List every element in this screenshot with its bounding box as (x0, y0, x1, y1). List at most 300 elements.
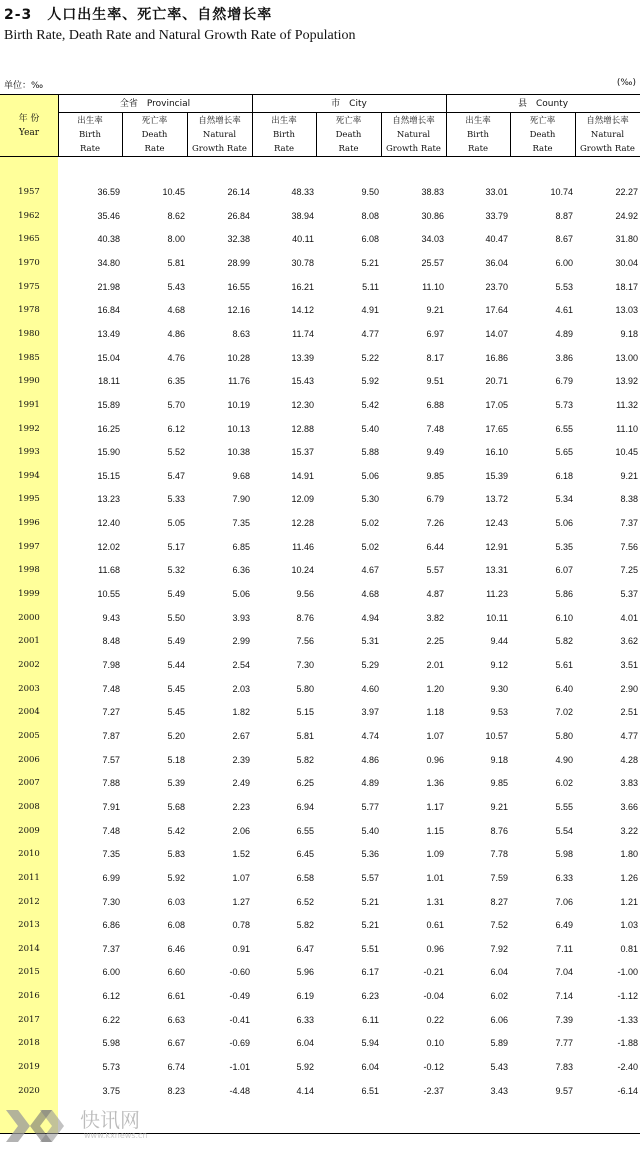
value-cell: 6.12 (102, 991, 120, 1002)
value-cell: 6.12 (167, 423, 185, 434)
value-cell: 17.05 (485, 399, 508, 410)
value-cell: 7.04 (555, 967, 573, 978)
value-cell: 7.14 (555, 991, 573, 1002)
value-cell: 26.84 (227, 210, 250, 221)
value-cell: 8.48 (102, 636, 120, 647)
value-cell: 5.21 (361, 920, 379, 931)
value-cell: 5.35 (555, 541, 573, 552)
value-cell: 7.35 (102, 849, 120, 860)
value-cell: 9.85 (426, 470, 444, 481)
value-cell: 6.03 (167, 896, 185, 907)
value-cell: 4.86 (167, 328, 185, 339)
value-cell: 5.52 (167, 447, 185, 458)
value-cell: -1.01 (229, 1062, 250, 1073)
value-cell: 6.00 (102, 967, 120, 978)
value-cell: 33.79 (485, 210, 508, 221)
value-cell: 5.77 (361, 801, 379, 812)
header-bottom-rule (0, 156, 640, 157)
value-cell: 2.49 (232, 778, 250, 789)
value-cell: 4.14 (296, 1085, 314, 1096)
column-header-line: 出生率 (465, 116, 491, 126)
value-cell: 5.92 (361, 376, 379, 387)
value-cell: 13.72 (485, 494, 508, 505)
value-cell: -0.04 (423, 991, 444, 1002)
value-cell: 20.71 (485, 376, 508, 387)
value-cell: 13.23 (97, 494, 120, 505)
value-cell: 33.01 (485, 187, 508, 197)
table-row (0, 843, 640, 866)
value-cell: 2.51 (620, 707, 638, 718)
value-cell: 7.37 (102, 943, 120, 954)
value-cell: 6.58 (296, 872, 314, 883)
value-cell: 0.96 (426, 754, 444, 765)
column-header-line: 死亡率 (529, 116, 556, 126)
value-cell: 5.94 (361, 1038, 379, 1049)
value-cell: 6.22 (102, 1014, 120, 1025)
value-cell: 4.01 (620, 612, 638, 623)
value-cell: 5.42 (361, 399, 379, 410)
year-cell: 2018 (18, 1038, 40, 1049)
value-cell: -0.69 (229, 1038, 250, 1049)
value-cell: 5.82 (296, 920, 314, 931)
value-cell: 5.21 (361, 257, 379, 268)
value-cell: 5.80 (296, 683, 314, 694)
value-cell: 5.32 (167, 565, 185, 576)
value-cell: -0.41 (229, 1014, 250, 1025)
value-cell: 32.38 (227, 234, 250, 245)
value-cell: 4.74 (361, 730, 379, 741)
value-cell: 1.27 (232, 896, 250, 907)
value-cell: 6.00 (555, 257, 573, 268)
value-cell: 17.65 (485, 423, 508, 434)
value-cell: 25.57 (421, 257, 444, 268)
value-cell: 9.50 (361, 187, 379, 197)
value-cell: 5.82 (296, 754, 314, 765)
group-header-rule (58, 112, 640, 113)
value-cell: 10.11 (486, 612, 508, 623)
value-cell: 4.68 (361, 589, 379, 600)
value-cell: 10.24 (291, 565, 314, 576)
value-cell: 5.82 (555, 636, 573, 647)
value-cell: 23.70 (485, 281, 508, 292)
value-cell: 1.80 (620, 849, 638, 860)
table-row (0, 347, 640, 370)
value-cell: 1.20 (426, 683, 444, 694)
value-cell: 9.56 (296, 589, 314, 600)
value-cell: 7.48 (102, 825, 120, 836)
column-header (252, 114, 316, 156)
value-cell: 5.49 (167, 589, 185, 600)
value-cell: 12.40 (97, 518, 120, 529)
column-header-line: Rate (144, 144, 165, 154)
value-cell: 6.06 (490, 1014, 508, 1025)
value-cell: 10.13 (227, 423, 250, 434)
year-cell: 2009 (18, 825, 40, 836)
value-cell: 0.78 (232, 920, 250, 931)
year-cell: 2019 (18, 1062, 40, 1073)
value-cell: 1.18 (426, 707, 444, 718)
value-cell: 5.80 (555, 730, 573, 741)
value-cell: 4.28 (620, 754, 638, 765)
value-cell: 2.90 (620, 683, 638, 694)
value-cell: 10.74 (550, 187, 573, 197)
column-header-line: Rate (273, 144, 295, 154)
value-cell: -0.49 (229, 991, 250, 1002)
value-cell: 1.07 (232, 872, 250, 883)
value-cell: 48.33 (291, 187, 314, 197)
value-cell: 12.28 (291, 518, 314, 529)
year-cell: 1957 (18, 187, 40, 197)
value-cell: 3.62 (620, 636, 638, 647)
value-cell: 24.92 (615, 210, 638, 221)
value-cell: -1.12 (617, 991, 638, 1002)
value-cell: 1.15 (426, 825, 444, 836)
value-cell: 36.59 (97, 187, 120, 197)
value-cell: 5.22 (361, 352, 379, 363)
year-cell: 2004 (18, 707, 40, 718)
year-cell: 1994 (18, 470, 40, 481)
value-cell: 8.76 (296, 612, 314, 623)
value-cell: 16.25 (97, 423, 120, 434)
column-header-line: Birth (273, 130, 295, 140)
group-header-provincial: 全省 Provincial (119, 99, 191, 109)
table-row (0, 181, 640, 204)
table-row (0, 370, 640, 393)
column-header-line: 死亡率 (335, 116, 362, 126)
value-cell: 11.74 (292, 328, 314, 339)
watermark-url: www.kxnews.cn (84, 1131, 148, 1140)
column-header-line: Death (335, 130, 362, 140)
group-header-county: 县 County (517, 99, 569, 109)
value-cell: 15.04 (97, 352, 120, 363)
value-cell: 7.02 (555, 707, 573, 718)
value-cell: 8.17 (426, 352, 444, 363)
table-top-rule (0, 94, 640, 95)
value-cell: 5.34 (555, 494, 573, 505)
value-cell: 6.33 (296, 1014, 314, 1025)
value-cell: 6.35 (167, 376, 185, 387)
value-cell: 6.61 (167, 991, 185, 1002)
value-cell: 13.92 (615, 376, 638, 387)
year-cell: 2012 (18, 896, 40, 907)
value-cell: 18.11 (98, 376, 120, 387)
value-cell: 15.39 (485, 470, 508, 481)
value-cell: 5.73 (102, 1062, 120, 1073)
year-cell: 1992 (18, 423, 40, 434)
value-cell: -0.21 (423, 967, 444, 978)
value-cell: 13.49 (97, 328, 120, 339)
value-cell: 7.91 (102, 801, 120, 812)
value-cell: 14.91 (291, 470, 314, 481)
value-cell: 12.43 (485, 518, 508, 529)
value-cell: 5.37 (620, 589, 638, 600)
value-cell: 22.27 (615, 187, 638, 197)
value-cell: 4.61 (555, 305, 573, 316)
value-cell: 17.64 (485, 305, 508, 316)
column-header-line: Birth (467, 130, 489, 140)
value-cell: 9.30 (490, 683, 508, 694)
year-cell: 2005 (18, 730, 40, 741)
year-cell: 2003 (18, 683, 40, 694)
value-cell: 5.68 (167, 801, 185, 812)
table-row (0, 914, 640, 937)
value-cell: 7.30 (102, 896, 120, 907)
column-header-line: Death (141, 130, 168, 140)
value-cell: 9.21 (620, 470, 638, 481)
value-cell: 9.18 (490, 754, 508, 765)
value-cell: 7.59 (490, 872, 508, 883)
value-cell: 2.01 (426, 660, 444, 670)
value-cell: 5.40 (361, 423, 379, 434)
value-cell: 9.21 (490, 801, 508, 812)
value-cell: 6.99 (102, 872, 120, 883)
value-cell: -0.12 (423, 1062, 444, 1073)
value-cell: 6.08 (167, 920, 185, 931)
value-cell: 38.94 (291, 210, 314, 221)
value-cell: 9.43 (102, 612, 120, 623)
year-cell: 1993 (18, 447, 40, 458)
year-cell: 1980 (18, 328, 40, 339)
value-cell: 14.12 (291, 305, 314, 316)
table-row (0, 536, 640, 559)
watermark-brand: 快讯网 (80, 1108, 140, 1132)
value-cell: 10.45 (615, 447, 638, 458)
year-cell: 1998 (18, 565, 40, 576)
column-header-line: Rate (79, 144, 101, 154)
value-cell: 6.67 (167, 1038, 185, 1049)
table-title-chinese: 2-3 人口出生率、死亡率、自然增长率 (4, 7, 273, 23)
value-cell: 10.19 (227, 399, 250, 410)
value-cell: 6.19 (296, 991, 314, 1002)
value-cell: 13.00 (615, 352, 638, 363)
year-cell: 1965 (18, 234, 40, 245)
value-cell: 10.55 (97, 589, 120, 600)
value-cell: 31.80 (615, 234, 638, 245)
year-header-zh: 年 份 (18, 114, 40, 124)
value-cell: 9.18 (620, 328, 638, 339)
value-cell: 8.62 (167, 210, 185, 221)
value-cell: 34.03 (421, 234, 444, 245)
value-cell: 5.45 (167, 683, 185, 694)
value-cell: 7.52 (490, 920, 508, 931)
value-cell: 5.61 (555, 660, 573, 670)
table-row (0, 607, 640, 630)
value-cell: 28.99 (227, 257, 250, 268)
value-cell: 8.23 (167, 1085, 185, 1096)
table-row (0, 985, 640, 1008)
value-cell: 11.10 (422, 281, 444, 292)
table-row (0, 796, 640, 819)
table-row (0, 961, 640, 984)
value-cell: 6.60 (167, 967, 185, 978)
value-cell: 40.11 (292, 234, 314, 245)
value-cell: 12.09 (291, 494, 314, 505)
value-cell: 6.40 (555, 683, 573, 694)
table-row (0, 276, 640, 299)
year-cell: 2017 (18, 1014, 40, 1025)
table-row (0, 749, 640, 772)
value-cell: 6.02 (555, 778, 573, 789)
value-cell: 7.78 (490, 849, 508, 860)
value-cell: 8.63 (232, 328, 250, 339)
value-cell: 5.81 (296, 730, 314, 741)
table-row (0, 488, 640, 511)
column-header-line: Rate (467, 144, 489, 154)
column-header (58, 114, 122, 156)
value-cell: 5.70 (167, 399, 185, 410)
value-cell: 5.06 (232, 589, 250, 600)
value-cell: 7.35 (232, 518, 250, 529)
value-cell: 6.08 (361, 234, 379, 245)
value-cell: 6.45 (296, 849, 314, 860)
value-cell: 5.15 (296, 707, 314, 718)
value-cell: 6.49 (555, 920, 573, 931)
year-cell: 1962 (18, 210, 40, 221)
value-cell: 40.47 (485, 234, 508, 245)
value-cell: 5.83 (167, 849, 185, 860)
value-cell: 6.55 (296, 825, 314, 836)
value-cell: 2.39 (232, 754, 250, 765)
value-cell: 7.98 (102, 660, 120, 670)
value-cell: 4.89 (361, 778, 379, 789)
value-cell: 30.78 (291, 257, 314, 268)
value-cell: 5.96 (296, 967, 314, 978)
value-cell: 9.85 (490, 778, 508, 789)
value-cell: 15.89 (97, 399, 120, 410)
value-cell: 7.57 (102, 754, 120, 765)
value-cell: 9.51 (426, 376, 444, 387)
value-cell: 0.61 (426, 920, 444, 931)
table-row (0, 772, 640, 795)
year-cell: 1996 (18, 518, 40, 529)
table-row (0, 394, 640, 417)
column-header-line: Growth Rate (192, 144, 247, 154)
value-cell: 40.38 (97, 234, 120, 245)
value-cell: 5.81 (167, 257, 185, 268)
table-row (0, 867, 640, 890)
year-cell: 1978 (18, 305, 40, 316)
year-cell: 2002 (18, 660, 40, 670)
value-cell: 6.79 (555, 376, 573, 387)
value-cell: 7.30 (296, 660, 314, 670)
value-cell: 5.17 (167, 541, 185, 552)
value-cell: 7.48 (102, 683, 120, 694)
column-header-line: Death (529, 130, 556, 140)
value-cell: 8.87 (555, 210, 573, 221)
column-header-line: Rate (338, 144, 359, 154)
value-cell: 3.51 (620, 660, 638, 670)
value-cell: 5.31 (361, 636, 379, 647)
year-cell: 2020 (18, 1085, 40, 1096)
value-cell: 6.04 (296, 1038, 314, 1049)
value-cell: 6.36 (232, 565, 250, 576)
value-cell: 11.46 (292, 541, 314, 552)
value-cell: 5.33 (167, 494, 185, 505)
column-header-line: Natural (202, 130, 237, 140)
value-cell: -2.40 (617, 1062, 638, 1073)
value-cell: 1.09 (426, 849, 444, 860)
value-cell: 9.68 (232, 470, 250, 481)
value-cell: 5.05 (167, 518, 185, 529)
value-cell: 5.29 (361, 660, 379, 670)
value-cell: 5.51 (361, 943, 379, 954)
value-cell: 2.06 (232, 825, 250, 836)
value-cell: 9.49 (426, 447, 444, 458)
value-cell: 8.27 (490, 896, 508, 907)
value-cell: 8.08 (361, 210, 379, 221)
value-cell: 5.57 (361, 872, 379, 883)
value-cell: 2.23 (232, 801, 250, 812)
value-cell: 10.38 (227, 447, 250, 458)
value-cell: 6.04 (361, 1062, 379, 1073)
table-row (0, 228, 640, 251)
value-cell: 6.86 (102, 920, 120, 931)
value-cell: 6.10 (555, 612, 573, 623)
value-cell: 6.74 (167, 1062, 185, 1073)
value-cell: 6.88 (426, 399, 444, 410)
table-row (0, 252, 640, 275)
value-cell: 4.67 (361, 565, 379, 576)
value-cell: 5.39 (167, 778, 185, 789)
column-header-line: 出生率 (271, 116, 297, 126)
table-row (0, 299, 640, 322)
value-cell: 12.91 (485, 541, 508, 552)
column-header-line: Birth (79, 130, 101, 140)
table-row (0, 1009, 640, 1032)
value-cell: 5.57 (426, 565, 444, 576)
value-cell: 21.98 (97, 281, 120, 292)
value-cell: 0.81 (620, 943, 638, 954)
value-cell: 6.55 (555, 423, 573, 434)
value-cell: 5.55 (555, 801, 573, 812)
year-cell: 2006 (18, 754, 40, 765)
year-cell: 2016 (18, 991, 40, 1002)
value-cell: 13.39 (291, 352, 314, 363)
column-header-line: Natural (396, 130, 431, 140)
value-cell: 6.63 (167, 1014, 185, 1025)
value-cell: 7.87 (102, 730, 120, 741)
value-cell: 6.46 (167, 943, 185, 954)
value-cell: 6.51 (361, 1085, 379, 1096)
value-cell: 8.76 (490, 825, 508, 836)
value-cell: 3.75 (102, 1085, 120, 1096)
table-row (0, 725, 640, 748)
value-cell: 8.38 (620, 494, 638, 505)
value-cell: 11.10 (616, 423, 638, 434)
value-cell: 30.04 (615, 257, 638, 268)
value-cell: 15.90 (97, 447, 120, 458)
year-cell: 2015 (18, 967, 40, 978)
table-row (0, 891, 640, 914)
value-cell: 4.77 (620, 730, 638, 741)
value-cell: 9.44 (490, 636, 508, 647)
year-header-en: Year (18, 128, 40, 138)
value-cell: -1.33 (617, 1014, 638, 1025)
value-cell: 2.67 (232, 730, 250, 741)
value-cell: 1.26 (620, 872, 638, 883)
value-cell: 6.52 (296, 896, 314, 907)
value-cell: 5.06 (361, 470, 379, 481)
value-cell: 5.50 (167, 612, 185, 623)
value-cell: 5.98 (102, 1038, 120, 1049)
table-row (0, 630, 640, 653)
value-cell: 15.15 (97, 470, 120, 481)
value-cell: 5.43 (490, 1062, 508, 1073)
value-cell: 4.68 (167, 305, 185, 316)
value-cell: 9.53 (490, 707, 508, 718)
value-cell: 38.83 (421, 187, 444, 197)
value-cell: 7.83 (555, 1062, 573, 1073)
